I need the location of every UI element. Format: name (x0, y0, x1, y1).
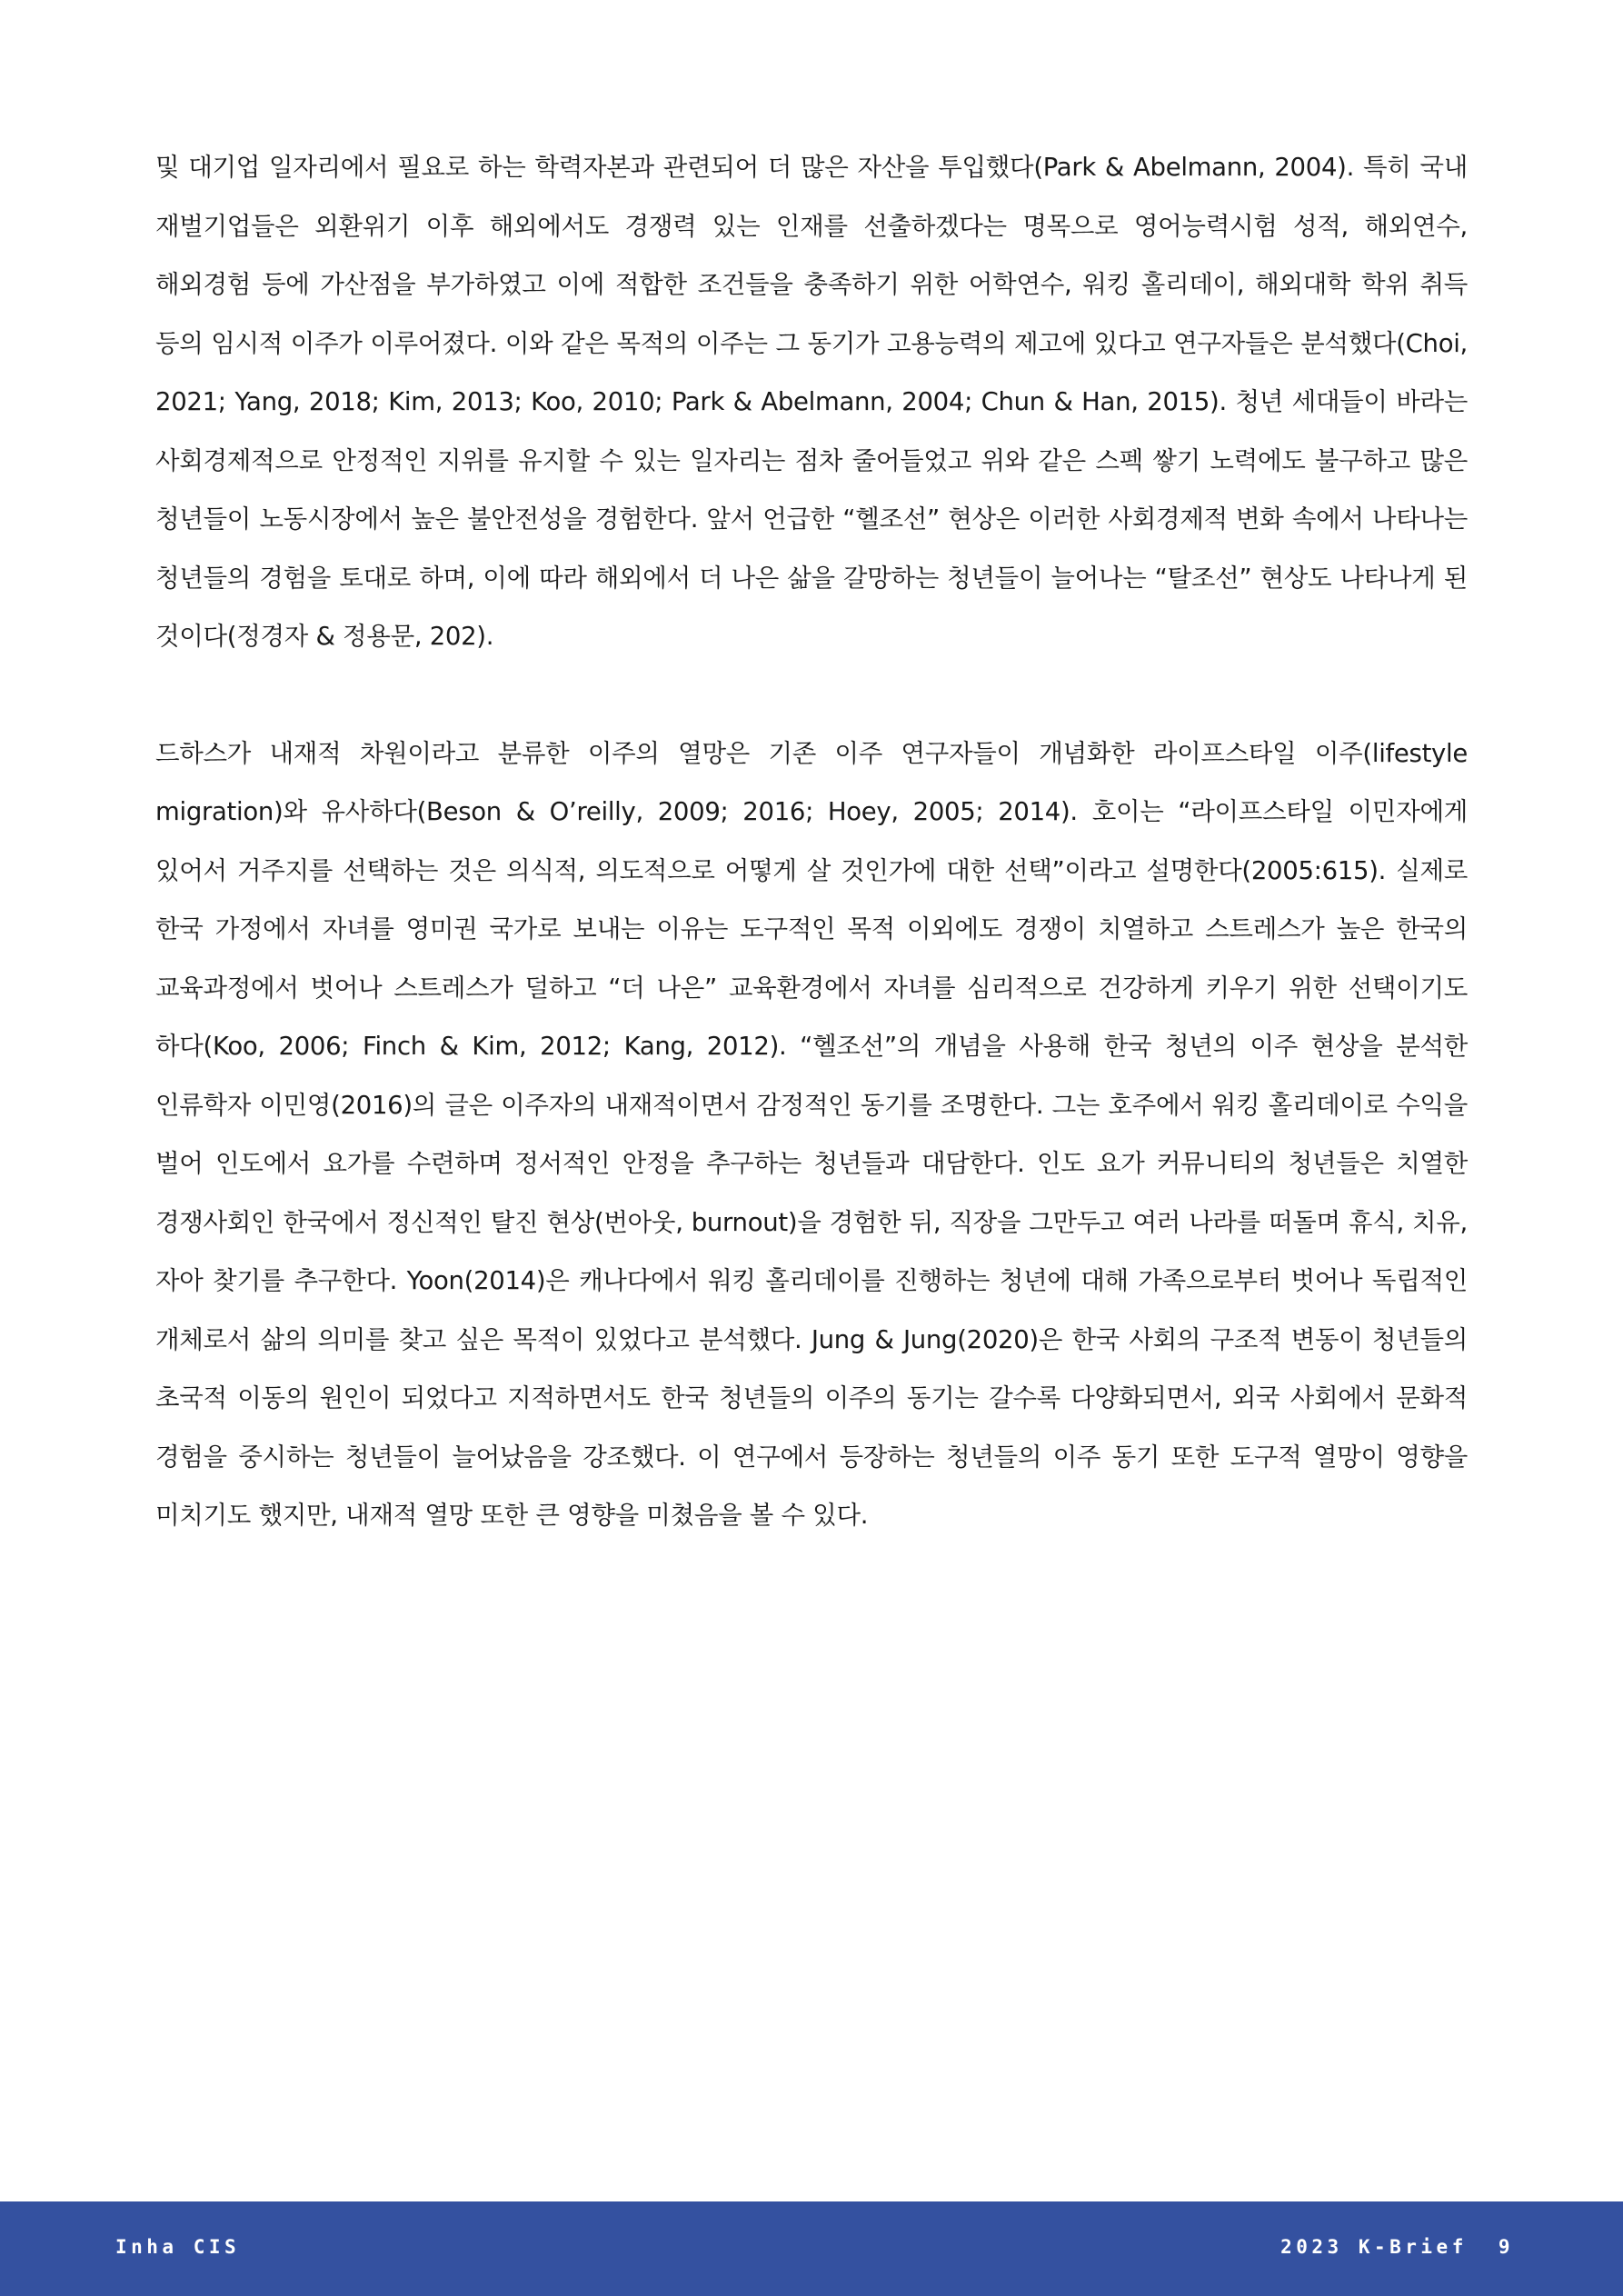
footer-publication-title: 2023 K-Brief (1280, 2236, 1468, 2258)
body-paragraph-1: 및 대기업 일자리에서 필요로 하는 학력자본과 관련되어 더 많은 자산을 투입했다(Park & Abelmann, 2004). 특히 국내 재벌기업들은 외환위기 이후 해외에서도 경쟁력 있는 인재를 선출하겠다는 명목으로 영어능력시험 성적, 해외연수, 해외경험 등에 가산점을 부가하였고 이에 적합한 조건들을 충족하기 위한 어학연수, 워킹 홀리데이, 해외대학 학위 취득 등의 임시적 이주가 이루어졌다. 이와 같은 목적의 이주는 그 동기가 고용능력의 제고에 있다고 연구자들은 분석했다(Choi, 2021; Yang, 2018; Kim, 2013; Koo, 2010; Park & Abelmann, 2004; Chun & Han, 2015). 청년 세대들이 바라는 사회경제적으로 안정적인 지위를 유지할 수 있는 일자리는 점차 줄어들었고 위와 같은 스펙 쌓기 노력에도 불구하고 많은 청년들이 노동시장에서 높은 불안전성을 경험한다. 앞서 언급한 “헬조선” 현상은 이러한 사회경제적 변화 속에서 나타나는 청년들의 경험을 토대로 하며, 이에 따라 해외에서 더 나은 삶을 갈망하는 청년들이 늘어나는 “탈조선” 현상도 나타나게 된 것이다(정경자 & 정용문, 202). (155, 153, 1468, 651)
page-number: 9 (1498, 2236, 1514, 2258)
page-footer (0, 2201, 1623, 2296)
body-paragraph-2: 드하스가 내재적 차원이라고 분류한 이주의 열망은 기존 이주 연구자들이 개념화한 라이프스타일 이주(lifestyle migration)와 유사하다(Beson & O’reilly, 2009; 2016; Hoey, 2005; 2014). 호이는 “라이프스타일 이민자에게 있어서 거주지를 선택하는 것은 의식적, 의도적으로 어떻게 살 것인가에 대한 선택”이라고 설명한다(2005:615). 실제로 한국 가정에서 자녀를 영미권 국가로 보내는 이유는 도구적인 목적 이외에도 경쟁이 치열하고 스트레스가 높은 한국의 교육과정에서 벗어나 스트레스가 덜하고 “더 나은” 교육환경에서 자녀를 심리적으로 건강하게 키우기 위한 선택이기도 하다(Koo, 2006; Finch & Kim, 2012; Kang, 2012). “헬조선”의 개념을 사용해 한국 청년의 이주 현상을 분석한 인류학자 이민영(2016)의 글은 이주자의 내재적이면서 감정적인 동기를 조명한다. 그는 호주에서 워킹 홀리데이로 수익을 벌어 인도에서 요가를 수련하며 정서적인 안정을 추구하는 청년들과 대담한다. 인도 요가 커뮤니티의 청년들은 치열한 경쟁사회인 한국에서 정신적인 탈진 현상(번아웃, burnout)을 경험한 뒤, 직장을 그만두고 여러 나라를 떠돌며 휴식, 치유, 자아 찾기를 추구한다. Yoon(2014)은 캐나다에서 워킹 홀리데이를 진행하는 청년에 대해 가족으로부터 벗어나 독립적인 개체로서 삶의 의미를 찾고 싶은 목적이 있었다고 분석했다. Jung & Jung(2020)은 한국 사회의 구조적 변동이 청년들의 초국적 이동의 원인이 되었다고 지적하면서도 한국 청년들의 이주의 동기는 갈수록 다양화되면서, 외국 사회에서 문화적 경험을 중시하는 청년들이 늘어났음을 강조했다. 이 연구에서 등장하는 청년들의 이주 동기 또한 도구적 열망이 영향을 미치기도 했지만, 내재적 열망 또한 큰 영향을 미쳤음을 볼 수 있다. (155, 738, 1468, 1530)
footer-publication-info (1280, 2236, 1514, 2258)
footer-organization: Inha CIS (115, 2236, 241, 2258)
document-body (155, 138, 1468, 1545)
